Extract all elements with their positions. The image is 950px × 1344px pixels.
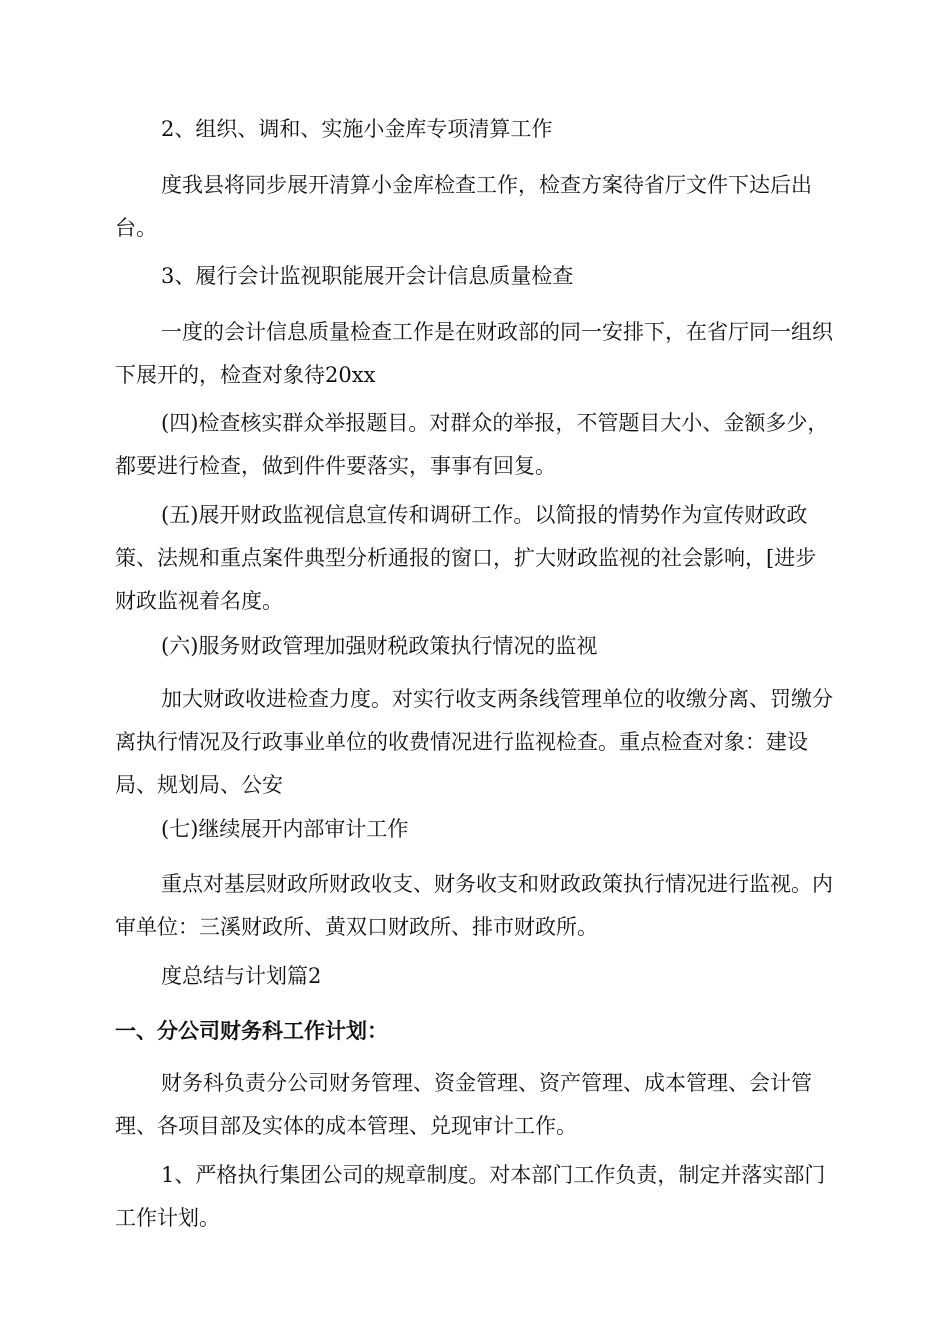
paragraph-rules-item-1: 1、严格执行集团公司的规章制度。对本部门工作负责，制定并落实部门工作计划。	[115, 1163, 826, 1230]
paragraph-item-3-heading: 3、履行会计监视职能展开会计信息质量检查	[161, 264, 574, 288]
paragraph-accounting-quality: 一度的会计信息质量检查工作是在财政部的同一安排下，在省厅同一组织下展开的，检查对象待20xx	[115, 320, 833, 387]
paragraph-internal-audit: 重点对基层财政所财政收支、财务收支和财政政策执行情况进行监视。内审单位：三溪财政所、黄双口财政所、排市财政所。	[115, 872, 833, 939]
paragraph-small-treasury-check: 度我县将同步展开清算小金库检查工作，检查方案待省厅文件下达后出台。	[115, 173, 812, 240]
paragraph-finance-duties: 财务科负责分公司财务管理、资金管理、资产管理、成本管理、会计管理、各项目部及实体的成本管理、兑现审计工作。	[115, 1071, 812, 1138]
paragraph-section-7: (七)继续展开内部审计工作	[161, 817, 409, 841]
paragraph-section-6: (六)服务财政管理加强财税政策执行情况的监视	[161, 634, 598, 658]
paragraph-section-4: (四)检查核实群众举报题目。对群众的举报，不管题目大小、金额多少，都要进行检查，做到件件要落实，事事有回复。	[115, 411, 829, 478]
paragraph-item-2-heading: 2、组织、调和、实施小金库专项清算工作	[161, 117, 553, 141]
section-heading-finance-plan: 一、分公司财务科工作计划：	[115, 1019, 388, 1043]
paragraph-section-5: (五)展开财政监视信息宣传和调研工作。以简报的情势作为宣传财政政策、法规和重点案件典型分析通报的窗口，扩大财政监视的社会影响，[进步财政监视着名度。	[115, 503, 817, 613]
paragraph-revenue-inspection: 加大财政收进检查力度。对实行收支两条线管理单位的收缴分离、罚缴分离执行情况及行政事业单位的收费情况进行监视检查。重点检查对象：建设局、规划局、公安	[115, 687, 833, 797]
paragraph-part-2-title: 度总结与计划篇2	[161, 964, 322, 988]
